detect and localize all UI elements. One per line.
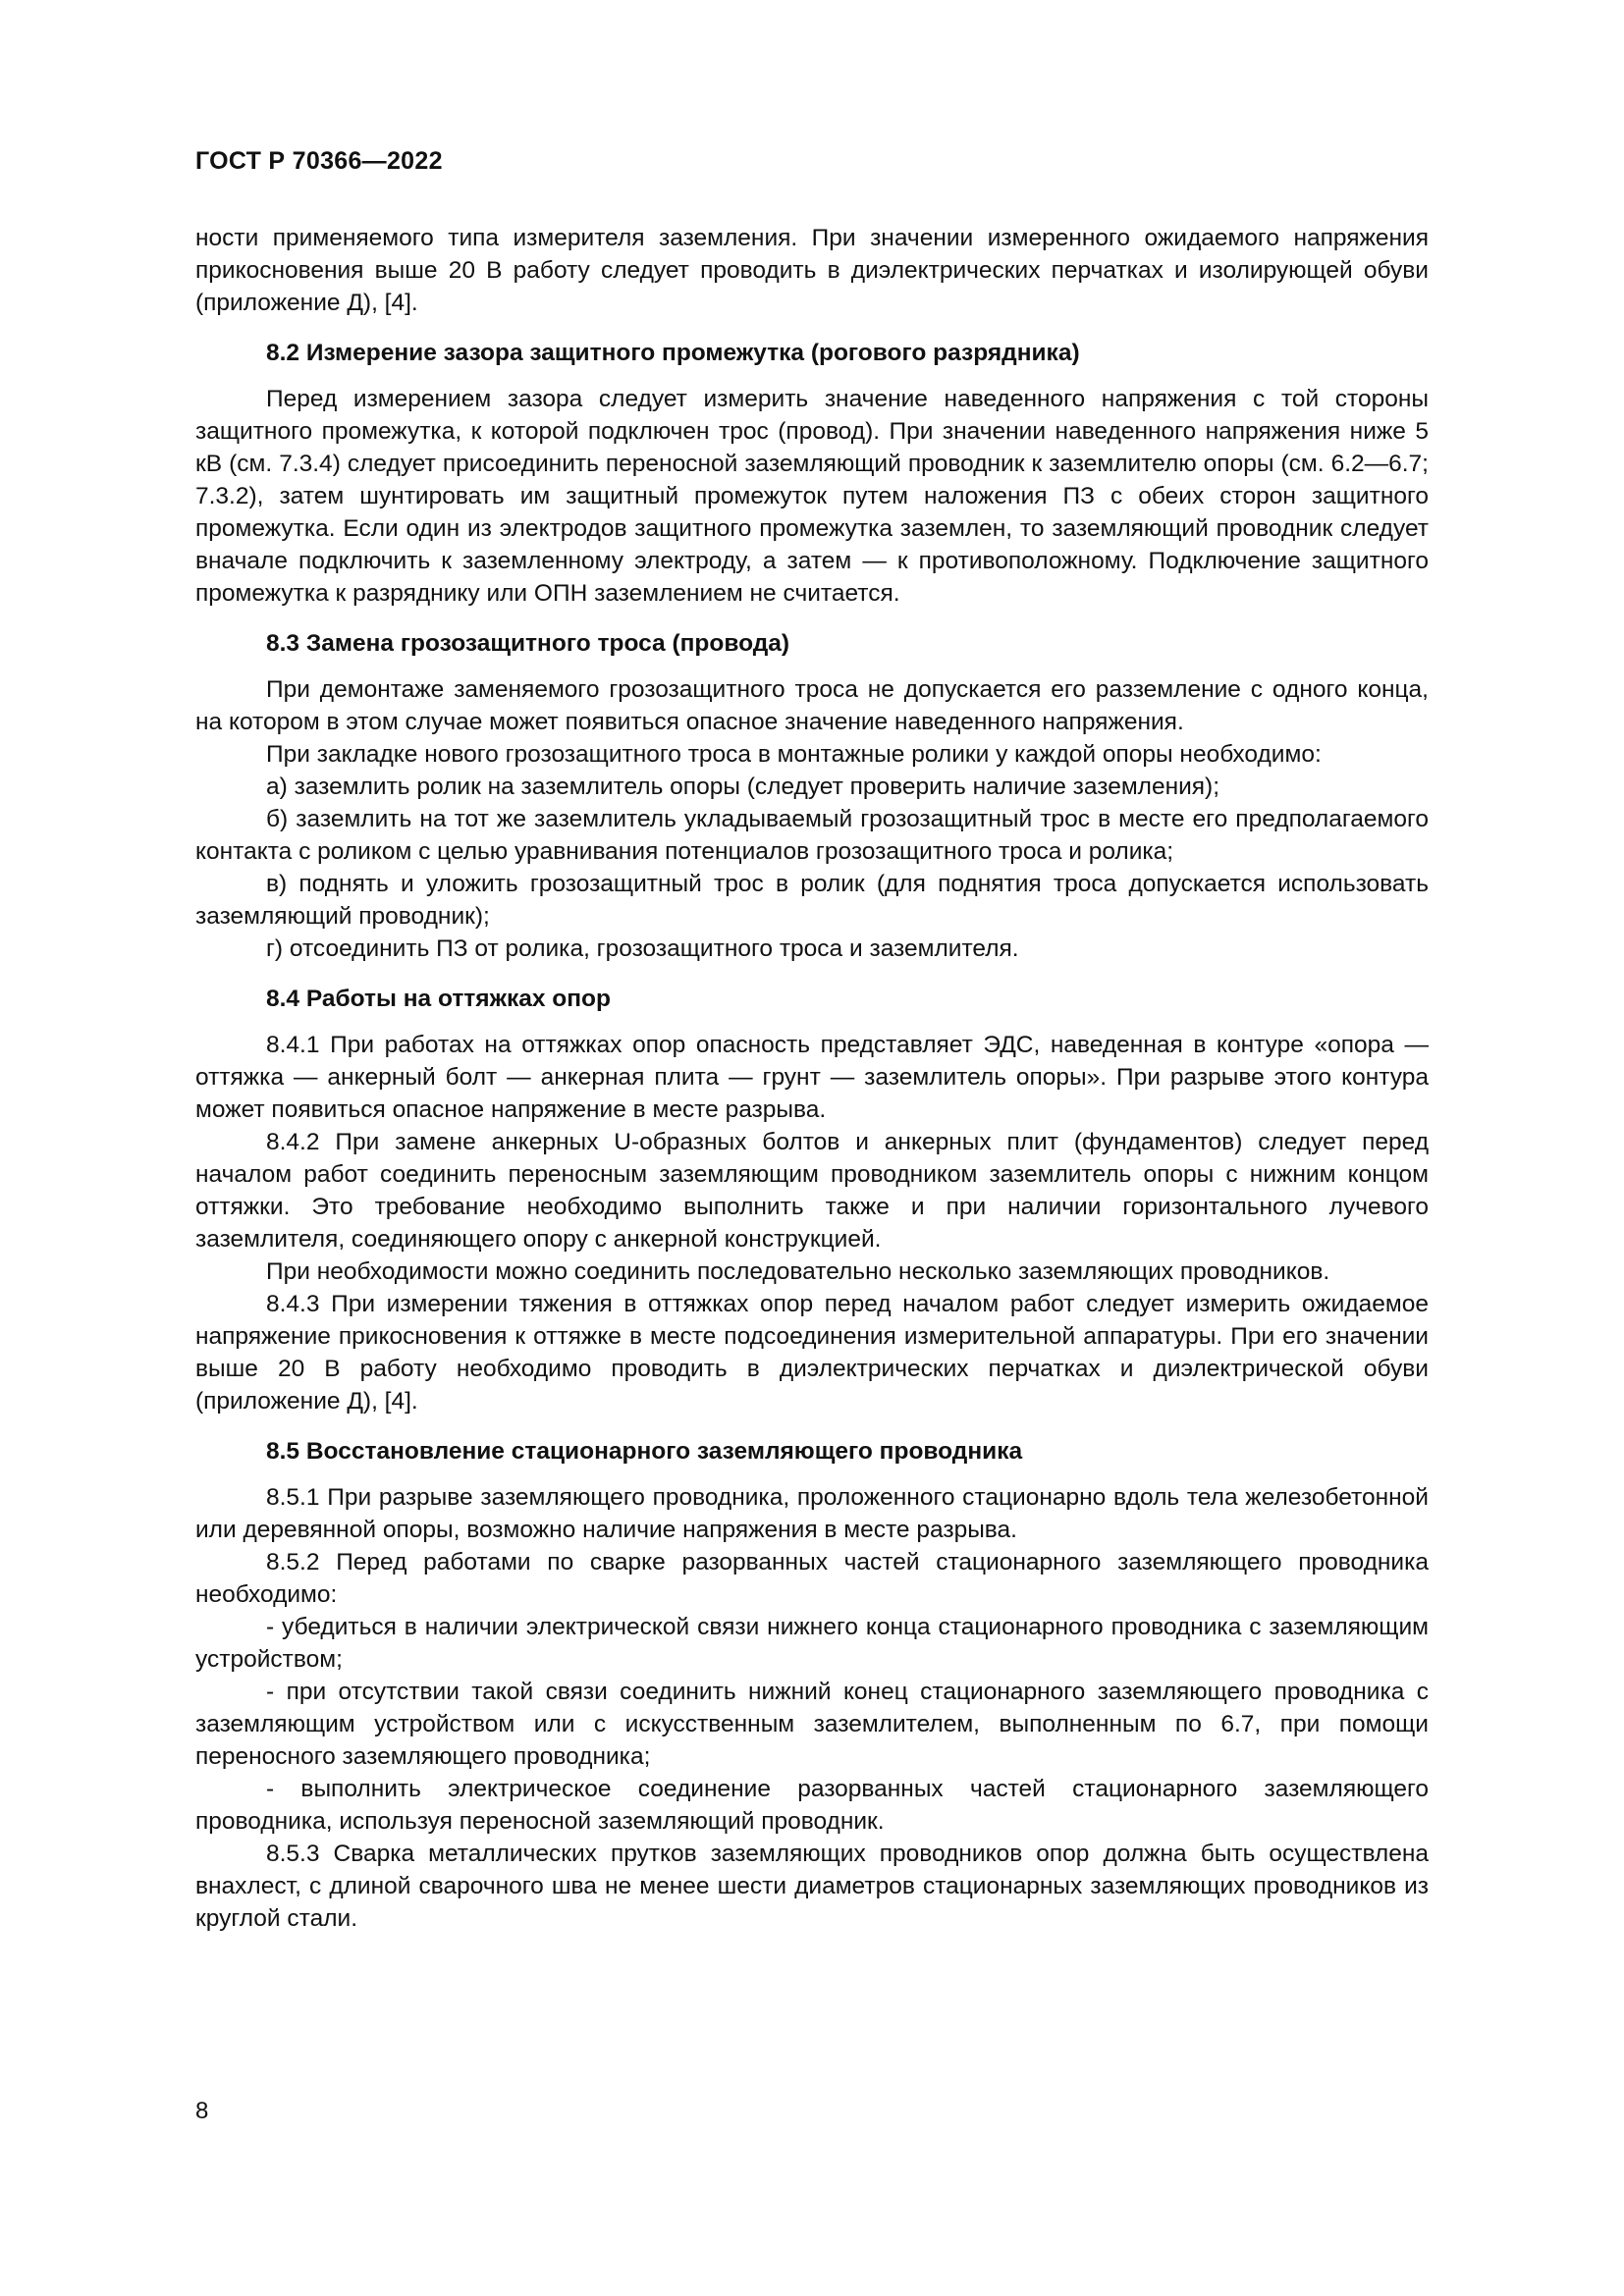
paragraph-8-4-1: 8.4.1 При работах на оттяжках опор опасность представляет ЭДС, наведенная в контуре «опора — оттяжка — анкерный болт — анкерная плита — грунт — заземлитель опоры». При разрыве этого контура может появиться опасное напряжение в месте разрыва. [195,1032,1429,1123]
paragraph-8-5-2: 8.5.2 Перед работами по сварке разорванных частей стационарного заземляющего проводника необходимо: [195,1549,1429,1608]
list-item-8-3-a: а) заземлить ролик на заземлитель опоры (следует проверить наличие заземления); [266,774,1220,800]
paragraph-8-3-2: При закладке нового грозозащитного троса в монтажные ролики у каждой опоры необходимо: [266,741,1322,768]
section-heading-8-2: 8.2 Измерение зазора защитного промежутка (рогового разрядника) [266,340,1080,366]
paragraph-8-4-3: 8.4.3 При измерении тяжения в оттяжках опор перед началом работ следует измерить ожидаемое напряжение прикосновения к оттяжке в месте подсоединения измерительной аппаратуры. При его значении выше 20 В работу необходимо проводить в диэлектрических перчатках и диэлектрической обуви (приложение Д), [4]. [195,1291,1429,1415]
paragraph-8-4-2-note: При необходимости можно соединить последовательно несколько заземляющих проводников. [266,1258,1330,1285]
page-number: 8 [195,2098,209,2124]
paragraph-continuation: ности применяемого типа измерителя заземления. При значении измеренного ожидаемого напряжения прикосновения выше 20 В работу следует проводить в диэлектрических перчатках и изолирующей обуви (приложение Д), [4]. [195,225,1429,316]
list-item-8-5-2-3: - выполнить электрическое соединение разорванных частей стационарного заземляющего проводника, используя переносной заземляющий проводник. [195,1776,1429,1835]
document-id-header: ГОСТ Р 70366—2022 [195,147,443,175]
paragraph-8-5-3: 8.5.3 Сварка металлических прутков заземляющих проводников опор должна быть осуществлена внахлест, с длиной сварочного шва не менее шести диаметров стационарных заземляющих проводников из круглой стали. [195,1841,1429,1932]
section-heading-8-4: 8.4 Работы на оттяжках опор [266,986,611,1012]
section-heading-8-3: 8.3 Замена грозозащитного троса (провода) [266,630,790,657]
list-item-8-3-b: б) заземлить на тот же заземлитель укладываемый грозозащитный трос в месте его предполагаемого контакта с роликом с целью уравнивания потенциалов грозозащитного троса и ролика; [195,806,1429,865]
paragraph-8-3-1: При демонтаже заменяемого грозозащитного троса не допускается его разземление с одного конца, на котором в этом случае может появиться опасное значение наведенного напряжения. [195,676,1429,735]
list-item-8-5-2-2: - при отсутствии такой связи соединить нижний конец стационарного заземляющего проводника с заземляющим устройством или с искусственным заземлителем, выполненным по 6.7, при помощи переносного заземляющего проводника; [195,1679,1429,1770]
section-heading-8-5: 8.5 Восстановление стационарного заземляющего проводника [266,1438,1023,1465]
list-item-8-3-g: г) отсоединить ПЗ от ролика, грозозащитного троса и заземлителя. [266,935,1019,962]
list-item-8-5-2-1: - убедиться в наличии электрической связи нижнего конца стационарного проводника с заземляющим устройством; [195,1614,1429,1673]
paragraph-8-2-1: Перед измерением зазора следует измерить значение наведенного напряжения с той стороны защитного промежутка, к которой подключен трос (провод). При значении наведенного напряжения ниже 5 кВ (см. 7.3.4) следует присоединить переносной заземляющий проводник к заземлителю опоры (см. 6.2—6.7; 7.3.2), затем шунтировать им защитный промежуток путем наложения ПЗ с обеих сторон защитного промежутка. Если один из электродов защитного промежутка заземлен, то заземляющий проводник следует вначале подключить к заземленному электроду, а затем — к противоположному. Подключение защитного промежутка к разряднику или ОПН заземлением не считается. [195,386,1429,607]
document-body [195,222,1429,1935]
paragraph-8-4-2: 8.4.2 При замене анкерных U-образных болтов и анкерных плит (фундаментов) следует перед началом работ соединить переносным заземляющим проводником заземлитель опоры с нижним концом оттяжки. Это требование необходимо выполнить также и при наличии горизонтального лучевого заземлителя, соединяющего опору с анкерной конструкцией. [195,1129,1429,1253]
paragraph-8-5-1: 8.5.1 При разрыве заземляющего проводника, проложенного стационарно вдоль тела железобетонной или деревянной опоры, возможно наличие напряжения в месте разрыва. [195,1484,1429,1543]
list-item-8-3-v: в) поднять и уложить грозозащитный трос в ролик (для поднятия троса допускается использовать заземляющий проводник); [195,871,1429,930]
